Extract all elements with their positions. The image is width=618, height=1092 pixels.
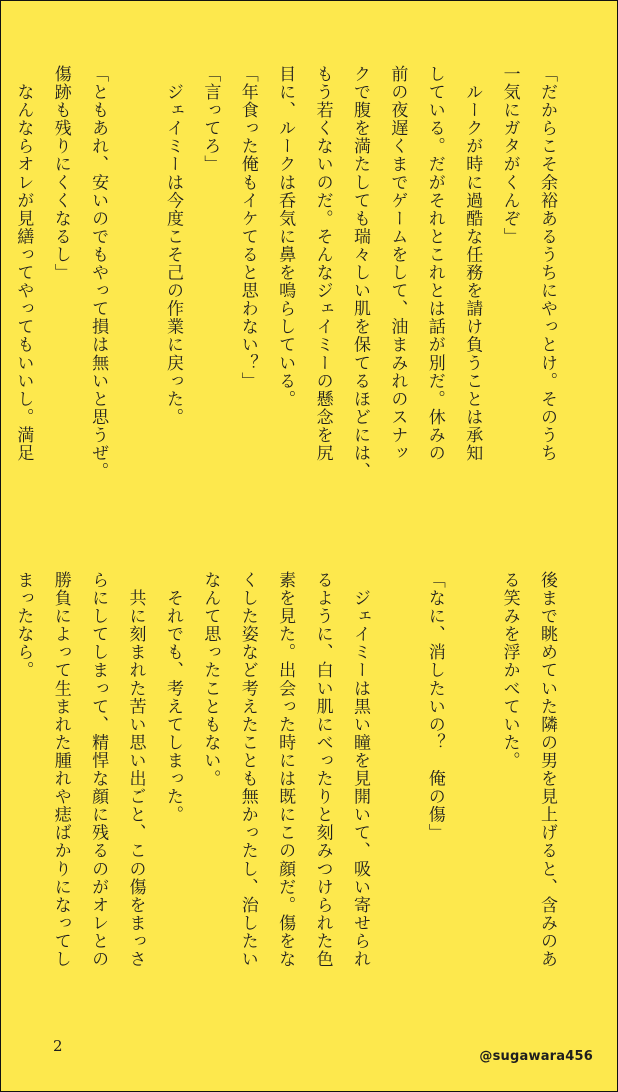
text-line: 「なに、消したいの？ 俺の傷」 <box>424 571 445 842</box>
text-line: るように、白い肌にべったりと刻みつけられた色 <box>312 571 333 969</box>
text-line: 傷跡も残りにくくなるし」 <box>50 65 71 282</box>
text-line: それでも、考えてしまった。 <box>162 571 183 824</box>
text-line: 目に、ルークは呑気に鼻を鳴らしている。 <box>275 65 296 408</box>
text-line <box>0 65 4 525</box>
text-line: クで腹を満たしても瑞々しい肌を保てるほどには、 <box>349 65 370 481</box>
text-line <box>453 571 490 1021</box>
text-line: 前の夜遅くまでゲームをして、油まみれのスナッ <box>387 65 408 463</box>
text-line: ルークが時に過酷な任務を請け負うことは承知 <box>462 65 483 463</box>
text-line: 「言ってろ」 <box>200 65 221 174</box>
text-line <box>378 571 415 1021</box>
text-line: している。だがそれとこれとは話が別だ。休みの <box>424 65 445 463</box>
text-line <box>116 65 153 525</box>
text-line: 「だからこそ余裕あるうちにやっとけ。そのうち <box>537 65 557 463</box>
text-line: 「年食った俺もイケてると思わない？」 <box>237 65 258 390</box>
text-line: なんならオレが見繕ってやってもいいし。満足 <box>13 65 34 463</box>
text-line: る笑みを浮かべていた。 <box>499 571 520 770</box>
author-handle: @sugawara456 <box>479 1049 593 1064</box>
text-line: ジェイミーは黒い瞳を見開いて、吸い寄せられ <box>349 571 370 969</box>
text-line: くした姿など考えたことも無かったし、治したい <box>237 571 258 969</box>
text-line: もう若くないのだ。そんなジェイミーの懸念を尻 <box>312 65 333 463</box>
text-block-top <box>13 65 565 525</box>
text-line: らにしてしまって、精悍な顔に残るのがオレとの <box>88 571 109 969</box>
text-block-bottom <box>13 571 565 1021</box>
page-number: 2 <box>53 1037 63 1055</box>
text-line: 「ともあれ、安いのでもやって損は無いと思うぜ。 <box>88 65 109 481</box>
text-line: 共に刻まれた苦い思い出ごと、この傷をまっさ <box>125 571 146 969</box>
text-line: まったなら。 <box>13 571 34 680</box>
text-line: 素を見た。出会った時には既にこの顔だ。傷をな <box>275 571 296 969</box>
text-line: 一気にガタがくんぞ」 <box>499 65 520 246</box>
text-line <box>0 571 4 1021</box>
text-line: ジェイミーは今度こそ己の作業に戻った。 <box>162 65 183 426</box>
text-line: なんて思ったこともない。 <box>200 571 221 788</box>
text-line: 勝負によって生まれた腫れや痣ばかりになってし <box>50 571 71 969</box>
text-line: 後まで眺めていた隣の男を見上げると、含みのあ <box>537 571 557 969</box>
